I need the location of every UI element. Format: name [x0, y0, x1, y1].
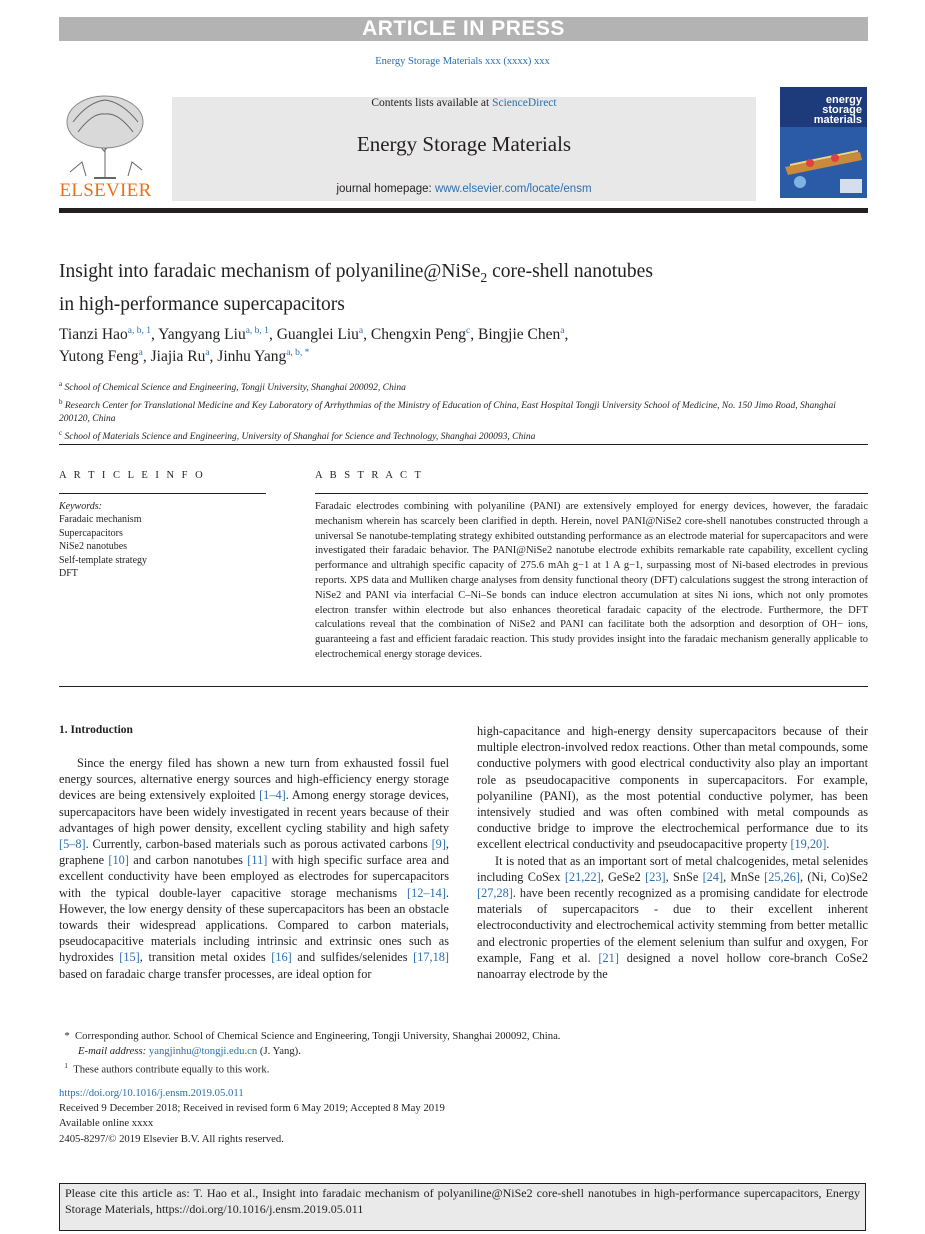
- author-name: Jiajia Ru: [150, 348, 206, 365]
- citation-link[interactable]: [10]: [108, 853, 129, 868]
- keywords-label: Keywords:: [59, 501, 102, 512]
- abstract-heading: A B S T R A C T: [315, 470, 424, 481]
- citation-link[interactable]: [19,20]: [790, 837, 827, 852]
- author-affiliation-marker[interactable]: a, b, *: [286, 347, 310, 358]
- doi-link[interactable]: https://doi.org/10.1016/j.ensm.2019.05.011: [59, 1087, 244, 1099]
- author[interactable]: [371, 326, 470, 343]
- article-title: [59, 258, 819, 318]
- body-text: , GeSe2: [600, 869, 646, 884]
- footnote-text: Corresponding author. School of Chemical Science and Engineering, Tongji University, Shanghai 200092, China.: [75, 1030, 561, 1042]
- body-text: Since the energy filed has shown a new turn from exhausted fossil fuel energy sources, alternative energy sources and high-efficiency energy storage devices are being extensively exploited: [59, 756, 449, 803]
- keyword: DFT: [59, 568, 78, 580]
- elsevier-wordmark: ELSEVIER: [59, 180, 152, 201]
- journal-reference-link[interactable]: Energy Storage Materials xxx (xxxx) xxx: [375, 56, 550, 67]
- corresponding-author-note: * Corresponding author. School of Chemical Science and Engineering, Tongji University, Shanghai 200092, China.: [59, 1030, 561, 1042]
- divider: [315, 493, 868, 494]
- tree-icon: [58, 92, 153, 180]
- author[interactable]: [151, 348, 210, 365]
- author[interactable]: [217, 348, 309, 365]
- affiliation-a: [59, 378, 868, 396]
- footnotes: [59, 1029, 868, 1077]
- abstract-body: Faradaic electrodes combining with polyaniline (PANI) are extensively employed for energy devices, however, the faradaic mechanism wherein has scarcely been clarified in depth. Herein, novel PANI@NiSe2 core-shell nanotubes constructed through a universal Se nanotube-templating strategy exhibited outstanding performance as an electrode material for supercapacitors and were investigated their faradaic behavior. The PANI@NiSe2 nanotube electrode exhibits remarkable rate capability, excellent cycling performance and ultrahigh specific capacity of 275.6 mAh g−1 at 1 A g−1, surpassing most of Ni-based electrodes in previous reports. XPS data and Mulliken charge analyses from density functional theory (DFT) calculations suggest the strong interaction of NiSe2 and PANI via interfacial C–Ni–Se bonds can induce electron accumulation at sites Ni ions, which not only promotes electron transfer within electrode but also enhances theoretical faradaic capacity of the electrode. Furthermore, the DFT calculations reveal that the combination of NiSe2 and PANI can facilitate both the adsorption and desorption of OH− ions, guaranteeing a fast and efficient faradaic reaction. This study provides insight into the faradaic mechanism generally applicable to electrochemical energy storage devices.: [315, 501, 868, 660]
- keyword: Supercapacitors: [59, 527, 123, 539]
- body-text: with high specific surface area and excellent conductivity have been employed as electrodes for supercapacitors with the typical double-layer capacitive storage mechanisms: [59, 853, 449, 900]
- paragraph: [477, 853, 868, 983]
- available-online: Available online xxxx: [59, 1117, 154, 1130]
- author-list: Tianzi Hao$^{a, b, 1}$, Yangyang Liu$^{a, b, 1}$, Guanglei Liu$^a$, Chengxin Peng$^c$, Bingjie Chen$^a$, Yutong Feng$^a$, Jiajia Ru$^a$, Jinhu Yang$^{a, b, *}$: [59, 325, 569, 365]
- author[interactable]: [59, 348, 143, 365]
- left-column: [59, 755, 449, 982]
- equal-contribution-note: $^1$ These authors contribute equally to this work.: [64, 1061, 270, 1076]
- author-name: Jinhu Yang: [217, 348, 287, 365]
- author-affiliation-marker[interactable]: a: [358, 325, 364, 336]
- citation-link[interactable]: [21]: [598, 950, 619, 965]
- citation-link[interactable]: [12–14]: [406, 885, 446, 900]
- affiliation-text: School of Chemical Science and Engineering, Tongji University, Shanghai 200092, China: [64, 383, 406, 394]
- cover-word: storage: [822, 104, 862, 116]
- citation-link[interactable]: [25,26]: [764, 869, 800, 884]
- body-text: , (Ni, Co)Se2: [799, 869, 868, 884]
- affiliation-key: b: [59, 397, 63, 406]
- citation-link[interactable]: [17,18]: [413, 950, 449, 965]
- elsevier-logo: [58, 92, 153, 202]
- email-label: E-mail address:: [78, 1044, 149, 1057]
- email-link[interactable]: yangjinhu@tongji.edu.cn: [148, 1044, 258, 1057]
- citation-link[interactable]: [15]: [119, 950, 140, 965]
- body-text: based on faradaic charge transfer processes, are ideal option for: [59, 966, 372, 981]
- author-affiliation-marker[interactable]: a, b, 1: [127, 325, 151, 336]
- footnote-text: These authors contribute equally to this work.: [73, 1063, 270, 1076]
- divider: [59, 444, 868, 445]
- divider: [59, 493, 266, 494]
- affiliation-c: [59, 427, 868, 445]
- body-text: It is noted that as an important sort of metal chalcogenides, metal selenides including CoSex: [477, 853, 868, 884]
- header-rule: [59, 208, 868, 213]
- citation-link[interactable]: [11]: [247, 853, 268, 868]
- affiliation-text: School of Materials Science and Engineering, University of Shanghai for Science and Technology, Shanghai 200093, China: [64, 431, 536, 442]
- homepage-link[interactable]: www.elsevier.com/locate/ensm: [434, 183, 592, 195]
- received-dates: Received 9 December 2018; Received in revised form 6 May 2019; Accepted 8 May 2019: [59, 1102, 445, 1115]
- affiliation-key: c: [59, 428, 63, 437]
- citation-link[interactable]: [23]: [645, 869, 666, 884]
- journal-header-box: [172, 97, 756, 201]
- journal-title: Energy Storage Materials: [356, 132, 572, 156]
- journal-cover[interactable]: [780, 87, 867, 198]
- affiliation-key: a: [59, 380, 63, 388]
- body-text: and sulfides/selenides: [291, 950, 414, 965]
- author-name: Guanglei Liu: [276, 326, 359, 343]
- title-text: core-shell nanotubes: [487, 261, 653, 282]
- body-text: , graphene: [59, 837, 449, 868]
- journal-homepage: [172, 183, 756, 195]
- keyword: Faradaic mechanism: [59, 514, 142, 526]
- author-name: Chengxin Peng: [370, 326, 467, 343]
- citation-link[interactable]: [21,22]: [564, 869, 601, 884]
- author-affiliation-marker[interactable]: a: [205, 347, 210, 358]
- title-line-1: [59, 258, 819, 291]
- cover-word: energy: [825, 94, 862, 106]
- author-name: Bingjie Chen: [478, 326, 561, 343]
- author[interactable]: [59, 326, 151, 343]
- citation-box: Please cite this article as: T. Hao et al., Insight into faradaic mechanism of polyaniline@NiSe2 core-shell nanotubes in high-performance supercapacitors, Energy Storage Materials, https://doi.org/10.1016/j.ensm.2019.05.011: [59, 1183, 866, 1231]
- citation-link[interactable]: [24]: [702, 869, 724, 884]
- citation-link[interactable]: [5–8]: [59, 837, 86, 852]
- citation-link[interactable]: [1–4]: [259, 788, 286, 803]
- title-subscript: 2: [480, 269, 488, 285]
- body-text: , SnSe: [665, 869, 703, 884]
- paragraph: [59, 755, 449, 982]
- author-affiliation-marker[interactable]: a: [560, 325, 565, 336]
- body-text: and carbon nanotubes: [128, 853, 248, 868]
- title-line-2: in high-performance supercapacitors: [59, 293, 345, 315]
- citation-link[interactable]: [27,28]: [477, 886, 513, 901]
- keyword: Self-template strategy: [59, 554, 148, 566]
- cover-word: materials: [813, 114, 862, 126]
- keyword: NiSe2 nanotubes: [59, 541, 128, 553]
- copyright-line: 2405-8297/© 2019 Elsevier B.V. All rights reserved.: [59, 1132, 284, 1145]
- body-text: .: [826, 837, 830, 852]
- citation-link[interactable]: [9]: [431, 837, 446, 852]
- keywords-block: [59, 500, 266, 580]
- contents-line: [172, 97, 756, 109]
- paragraph: [477, 723, 868, 853]
- body-text: . Among energy storage devices, supercapacitors have been widely investigated in recent years because of their advantages of high power density, excellent cycling stability and high safety: [59, 788, 449, 835]
- divider: [59, 686, 868, 687]
- title-text: Insight into faradaic mechanism of polyaniline@NiSe: [59, 261, 481, 282]
- body-text: , transition metal oxides: [139, 950, 272, 965]
- body-text: designed a novel hollow core-branch CoSe2 nanoarray electrode by the: [477, 950, 868, 982]
- article-info-heading: A R T I C L E I N F O: [59, 470, 206, 481]
- cover-artwork-icon: [780, 127, 867, 198]
- body-text: , MnSe: [723, 869, 765, 884]
- body-text: high-capacitance and high-energy density supercapacitors because of their multiple electron-involved redox reactions. Other than metal compounds, some conductive polymers with good electrical conductivity also play an important role as pseudocapacitive components in supercapacitors. For example, polyaniline (PANI), as the most potential conductive polymer, has been intensively studied and was often combined with metal compounds as conductive bridge to improve the electrochemical performance due to its excellent electrical conductivity and pseudocapacitive property: [477, 724, 868, 852]
- right-column: [477, 723, 868, 982]
- contents-prefix: Contents lists available at: [371, 97, 493, 109]
- body-text: . However, the low energy density of these supercapacitors has been an obstacle towards their widespread applications. Compared to carbon materials, pseudocapacitive materials including intrinsic and extrinsic ones such as hydroxides: [59, 885, 449, 965]
- affiliations: [59, 378, 868, 444]
- cover-title: [814, 95, 862, 125]
- publication-info: [59, 1086, 659, 1147]
- author-affiliation-marker[interactable]: c: [466, 325, 471, 336]
- email-note: [59, 1044, 868, 1059]
- homepage-prefix: journal homepage:: [336, 183, 435, 195]
- author[interactable]: [478, 326, 564, 343]
- affiliation-b: [59, 396, 868, 427]
- affiliation-text: Research Center for Translational Medicine and Key Laboratory of Arrhythmias of the Ministry of Education of China, East Hospital Tongji University School of Medicine, No. 150 Jimo Road, Shanghai 200120, China: [59, 400, 836, 425]
- article-in-press-banner: ARTICLE IN PRESS: [59, 17, 868, 41]
- author-name: Yutong Feng: [59, 348, 139, 365]
- email-suffix: (J. Yang).: [257, 1044, 301, 1057]
- author[interactable]: [277, 326, 363, 343]
- citation-link[interactable]: [16]: [271, 950, 292, 965]
- section-heading-introduction: 1. Introduction: [59, 724, 133, 736]
- author-affiliation-marker[interactable]: a, b, 1: [245, 325, 269, 336]
- sciencedirect-link[interactable]: ScienceDirect: [492, 97, 557, 109]
- author-name: Tianzi Hao: [59, 326, 128, 343]
- body-text: . Currently, carbon-based materials such as porous activated carbons: [85, 837, 432, 852]
- body-text: . have been recently recognized as a promising candidate for electrode materials of supercapacitors - due to their excellent inherent electroconductivity and electrochemical activity stemming from better metallic and electronic properties of the element selenium than sulfur and oxygen, For example, Fang et al.: [477, 886, 868, 965]
- author[interactable]: [158, 326, 269, 343]
- author-affiliation-marker[interactable]: a: [138, 347, 143, 358]
- author-name: Yangyang Liu: [158, 326, 246, 343]
